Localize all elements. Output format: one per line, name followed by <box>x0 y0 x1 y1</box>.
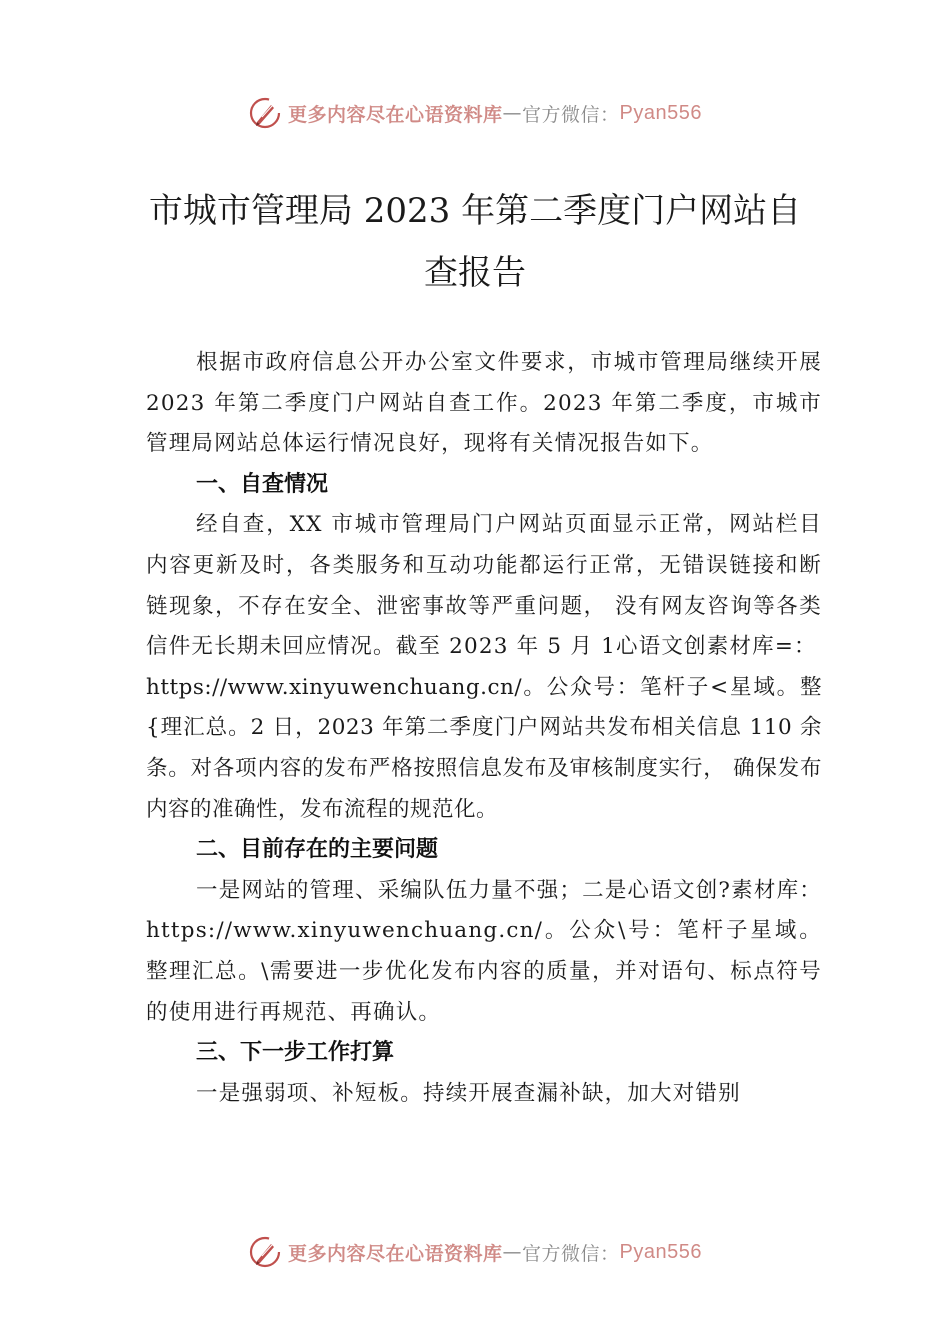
footer-wechat-id: Pyan556 <box>619 1240 702 1263</box>
self-check-paragraph-continued: https://www.xinyuwenchuang.cn/。公众号：笔杆子<星域。整{理汇总。2 日，2023 年第二季度门户网站共发布相关信息 110 余条。对各项内容的发布严格按照信息发布及审核制度实行， 确保发布内容的准确性，发布流程的规范化。 <box>146 674 822 822</box>
banner-wechat-id: Pyan556 <box>619 101 702 124</box>
footer-lead-text: 更多内容尽在心语资料库 <box>288 1242 503 1265</box>
banner-wechat-label: 官方微信： <box>522 103 620 126</box>
section-heading-problems: 二、目前存在的主要问题 <box>196 837 439 863</box>
header-banner <box>0 93 950 133</box>
document-title <box>140 180 810 304</box>
footer-banner <box>0 1232 950 1272</box>
document-body <box>146 343 822 1114</box>
section-heading-self-check: 一、自查情况 <box>196 471 329 497</box>
quill-pen-logo-icon <box>248 96 282 130</box>
footer-wechat-label: 官方微信： <box>522 1242 620 1265</box>
title-line-2: 查报告 <box>424 253 526 293</box>
self-check-paragraph: 经自查，XX 市城市管理局门户网站页面显示正常，网站栏目内容更新及时，各类服务和互动功能都运行正常，无错误链接和断链现象，不存在安全、泄密事故等严重问题， 没有网友咨询等各类信件无长期未回应情况。截至 2023 年 5 月 1心语文创素材库=： <box>146 512 822 660</box>
title-line-1: 市城市管理局 2023 年第二季度门户网站自 <box>148 191 802 231</box>
quill-pen-logo-icon <box>248 1235 282 1269</box>
section-heading-next-steps: 三、下一步工作打算 <box>196 1040 395 1066</box>
banner-lead-text: 更多内容尽在心语资料库 <box>288 103 503 126</box>
problems-paragraph: 一是网站的管理、采编队伍力量不强；二是心语文创?素材库：https://www.xinyuwenchuang.cn/。公众\号：笔杆子星域。整理汇总。\需要进一步优化发布内容的质量，并对语句、标点符号的使用进行再规范、再确认。 <box>146 877 822 1025</box>
footer-dash: — <box>502 1241 523 1263</box>
intro-paragraph: 根据市政府信息公开办公室文件要求，市城市管理局继续开展 2023 年第二季度门户网站自查工作。2023 年第二季度，市城市管理局网站总体运行情况良好，现将有关情况报告如下。 <box>146 350 822 457</box>
next-steps-paragraph: 一是强弱项、补短板。持续开展查漏补缺，加大对错别 <box>196 1080 741 1106</box>
banner-dash: — <box>502 102 523 124</box>
